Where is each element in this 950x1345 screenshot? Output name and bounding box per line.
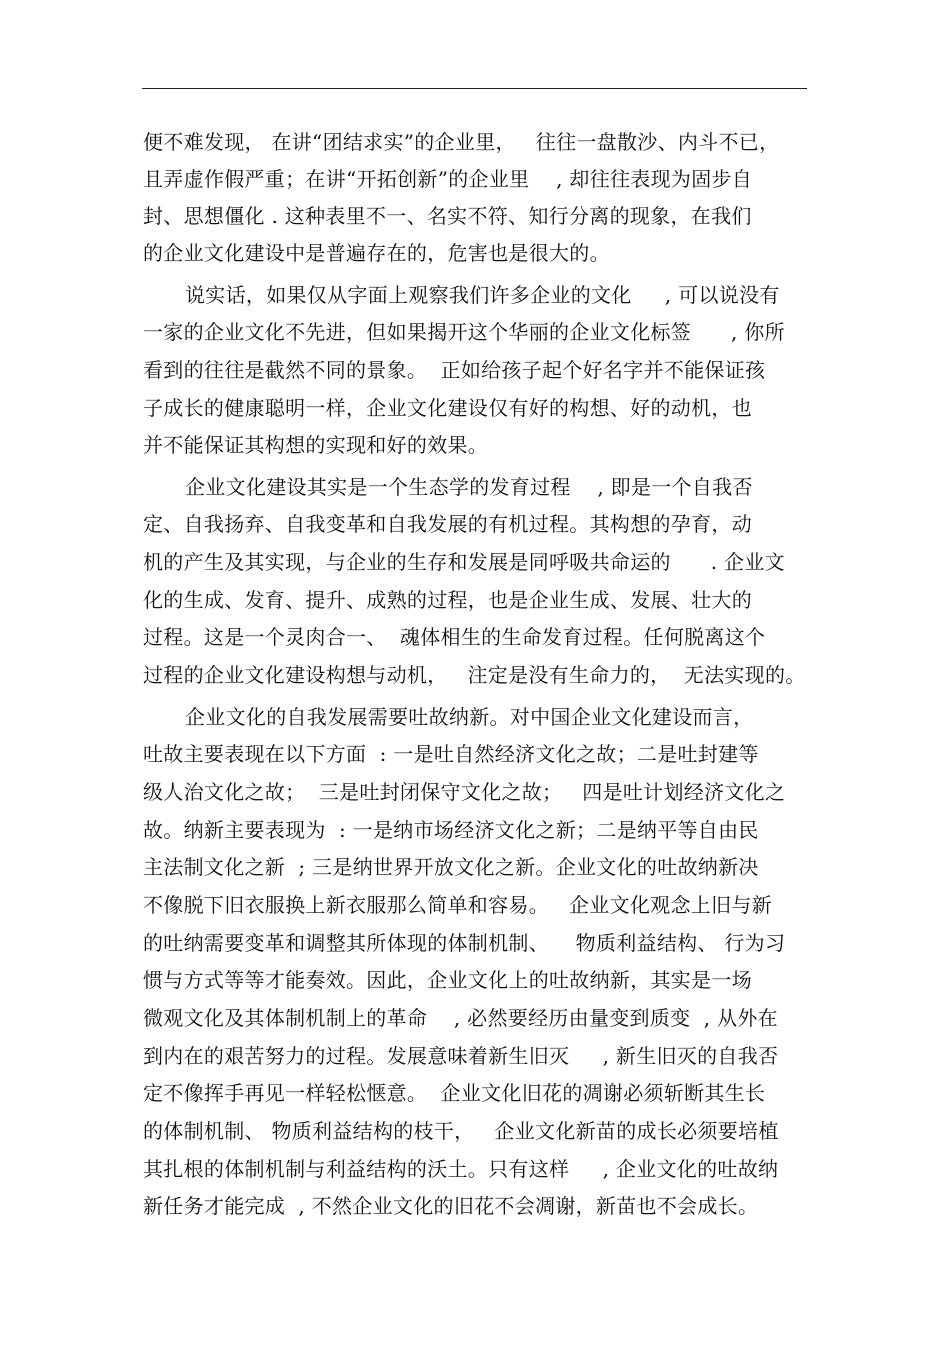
- paragraph-3-line-3: 机的产生及其实现，与企业的生存和发展是同呼吸共命运的 . 企业文: [143, 550, 785, 574]
- paragraph-1-line-2: 且弄虚作假严重；在讲“开拓创新”的企业里 , 却往往表现为固步自: [143, 167, 753, 191]
- paragraph-4-line-2: 吐故主要表现在以下方面 : 一是吐自然经济文化之故；二是吐封建等: [143, 742, 759, 766]
- paragraph-4-line-1: 企业文化的自我发展需要吐故纳新。对中国企业文化建设而言，: [185, 705, 754, 729]
- paragraph-2-line-1: 说实话，如果仅从字面上观察我们许多企业的文化 , 可以说没有: [185, 283, 780, 307]
- paragraph-4-line-9: 微观文化及其体制机制上的革命 , 必然要经历由量变到质变 , 从外在: [143, 1006, 778, 1030]
- paragraph-4-line-14: 新任务才能完成 , 不然企业文化的旧花不会凋谢，新苗也不会成长。: [143, 1194, 759, 1218]
- paragraph-4-line-4: 故。纳新主要表现为 : 一是纳市场经济文化之新；二是纳平等自由民: [143, 818, 759, 842]
- paragraph-4-line-3: 级人治文化之故； 三是吐封闭保守文化之故； 四是吐计划经济文化之: [143, 780, 786, 804]
- paragraph-4-line-11: 定不像挥手再见一样轻松惬意。 企业文化旧花的凋谢必须斩断其生长: [143, 1081, 766, 1105]
- paragraph-2-line-4: 子成长的健康聪明一样，企业文化建设仅有好的构想、好的动机，也: [143, 396, 752, 420]
- paragraph-4-line-5: 主法制文化之新 ; 三是纳世界开放文化之新。企业文化的吐故纳新决: [143, 855, 759, 879]
- paragraph-3-line-4: 化的生成、发育、提升、成熟的过程，也是企业生成、发展、壮大的: [143, 588, 752, 612]
- paragraph-4-line-6: 不像脱下旧衣服换上新衣服那么简单和容易。 企业文化观念上旧与新: [143, 893, 772, 917]
- paragraph-1-line-4: 的企业文化建设中是普遍存在的，危害也是很大的。: [143, 241, 610, 265]
- paragraph-3-line-1: 企业文化建设其实是一个生态学的发育过程 , 即是一个自我否: [185, 475, 753, 499]
- paragraph-3-line-5: 过程。这是一个灵肉合一、 魂体相生的生命发育过程。任何脱离这个: [143, 625, 766, 649]
- paragraph-4-line-10: 到内在的艰苦努力的过程。发展意味着新生旧灭 , 新生旧灭的自我否: [143, 1044, 779, 1068]
- paragraph-4-line-8: 惯与方式等等才能奏效。因此，企业文化上的吐故纳新，其实是一场: [143, 968, 752, 992]
- paragraph-1-line-1: 便不难发现， 在讲“团结求实”的企业里， 往往一盘散沙、内斗不已，: [143, 130, 780, 154]
- paragraph-2-line-3: 看到的往往是截然不同的景象。 正如给孩子起个好名字并不能保证孩: [143, 358, 766, 382]
- paragraph-2-line-5: 并不能保证其构想的实现和好的效果。: [143, 433, 489, 457]
- paragraph-4-line-12: 的体制机制、 物质利益结构的枝干， 企业文化新苗的成长必须要培植: [143, 1119, 779, 1143]
- paragraph-3-line-2: 定、自我扬弃、自我变革和自我发展的有机过程。其构想的孕育，动: [143, 512, 752, 536]
- paragraph-2-line-2: 一家的企业文化不先进，但如果揭开这个华丽的企业文化标签 , 你所: [143, 320, 785, 344]
- paragraph-3-line-6: 过程的企业文化建设构想与动机， 注定是没有生命力的， 无法实现的。: [143, 663, 806, 687]
- paragraph-4-line-7: 的吐纳需要变革和调整其所体现的体制机制、 物质利益结构、 行为习: [143, 931, 786, 955]
- paragraph-4-line-13: 其扎根的体制机制与利益结构的沃土。只有这样 , 企业文化的吐故纳: [143, 1157, 779, 1181]
- paragraph-1-line-3: 封、思想僵化 . 这种表里不一、名实不符、知行分离的现象，在我们: [143, 204, 752, 228]
